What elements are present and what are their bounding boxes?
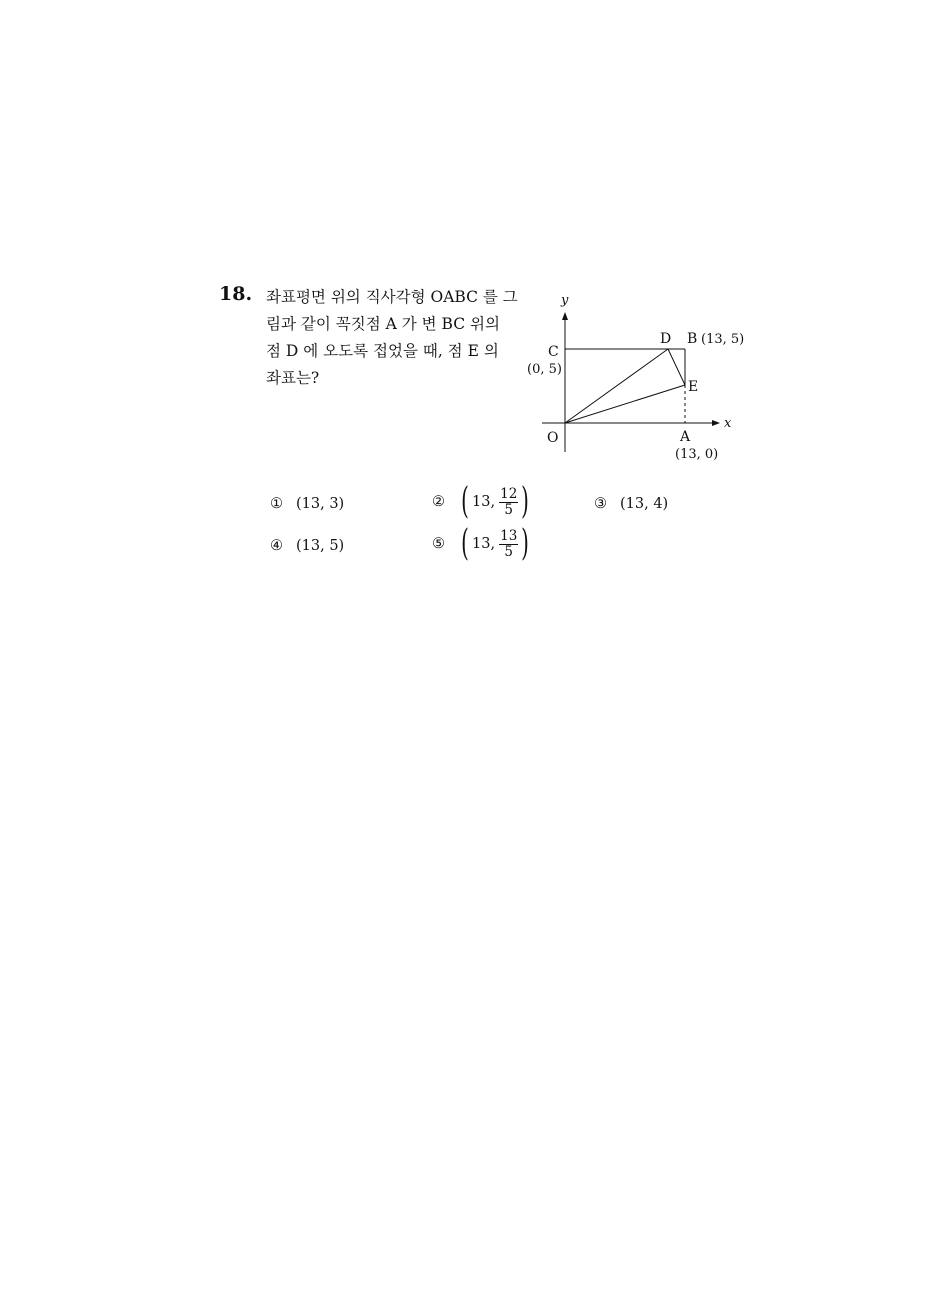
choice-number: ⑤ <box>432 536 445 552</box>
point-coord-b: (13, 5) <box>701 332 745 347</box>
fraction-numerator: 13 <box>500 527 518 544</box>
choice-text: (13, 5) <box>296 538 345 554</box>
segment-oe <box>565 385 685 423</box>
right-paren: ) <box>521 523 530 564</box>
point-label-d: D <box>660 331 672 347</box>
choice-number: ① <box>270 496 283 512</box>
choice-number: ④ <box>270 538 283 554</box>
point-coord-a: (13, 0) <box>675 447 719 462</box>
choice-prefix: 13, <box>472 536 496 552</box>
choice-1[interactable] <box>270 496 344 512</box>
point-label-c: C <box>548 344 559 360</box>
question-line: 좌표평면 위의 직사각형 OABC 를 그 <box>266 288 518 306</box>
coordinate-figure <box>520 290 750 470</box>
segment-od <box>565 349 668 423</box>
point-coord-c: (0, 5) <box>527 362 562 377</box>
choice-value <box>458 523 532 564</box>
x-axis-label: x <box>724 416 732 431</box>
right-paren: ) <box>521 481 530 522</box>
choice-number: ③ <box>594 496 607 512</box>
point-label-a: A <box>680 429 691 445</box>
choice-4[interactable] <box>270 538 344 554</box>
point-label-b: B <box>687 331 698 347</box>
choice-text: (13, 4) <box>620 496 669 512</box>
choice-2[interactable] <box>432 481 532 522</box>
question-line: 점 D 에 오도록 접었을 때, 점 E 의 <box>266 342 499 360</box>
choice-5[interactable] <box>432 523 532 564</box>
question-line: 림과 같이 꼭짓점 A 가 변 BC 위의 <box>266 315 500 333</box>
x-axis-arrow <box>712 420 720 426</box>
point-label-e: E <box>688 379 699 395</box>
choice-prefix: 13, <box>472 494 496 510</box>
choice-number: ② <box>432 494 445 510</box>
question-text <box>266 284 518 392</box>
fraction-denominator: 5 <box>504 543 513 560</box>
fraction <box>499 529 518 560</box>
choice-3[interactable] <box>594 496 668 512</box>
question-number: 18. <box>219 283 253 305</box>
segment-de <box>668 349 685 385</box>
choice-text: (13, 3) <box>296 496 345 512</box>
left-paren: ( <box>461 481 469 522</box>
choice-value <box>458 481 532 522</box>
fraction <box>499 487 518 518</box>
fraction-denominator: 5 <box>504 501 513 518</box>
fraction-numerator: 12 <box>500 485 518 502</box>
y-axis-arrow <box>562 312 568 320</box>
question-line: 좌표는? <box>266 369 320 387</box>
y-axis-label: y <box>561 293 569 308</box>
point-label-o: O <box>547 430 559 446</box>
left-paren: ( <box>461 523 469 564</box>
